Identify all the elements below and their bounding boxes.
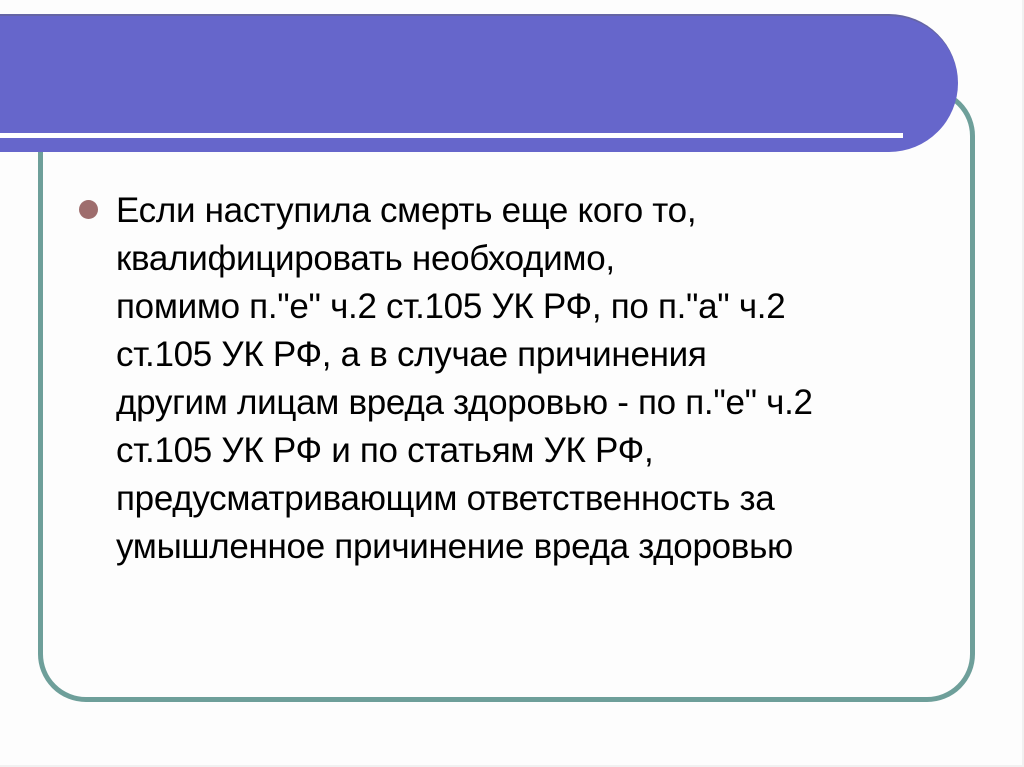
bullet-text-line: квалифицировать необходимо, xyxy=(116,239,615,278)
bullet-text-line: умышленное причинение вреда здоровью xyxy=(116,527,793,566)
bullet-text-line: помимо п."е" ч.2 ст.105 УК РФ, по п."а" ч.2 xyxy=(116,287,786,326)
bullet-text-line: ст.105 УК РФ и по статьям УК РФ, xyxy=(116,431,654,470)
bullet-text-line: другим лицам вреда здоровью - по п."е" ч.2 xyxy=(116,383,813,422)
bullet-marker-icon xyxy=(79,200,98,219)
bullet-text-line: предусматривающим ответственность за xyxy=(116,479,775,518)
bullet-text xyxy=(116,187,813,571)
bullet-text-line: ст.105 УК РФ, а в случае причинения xyxy=(116,335,707,374)
bullet-text-line: Если наступила смерть еще кого то, xyxy=(116,191,697,230)
